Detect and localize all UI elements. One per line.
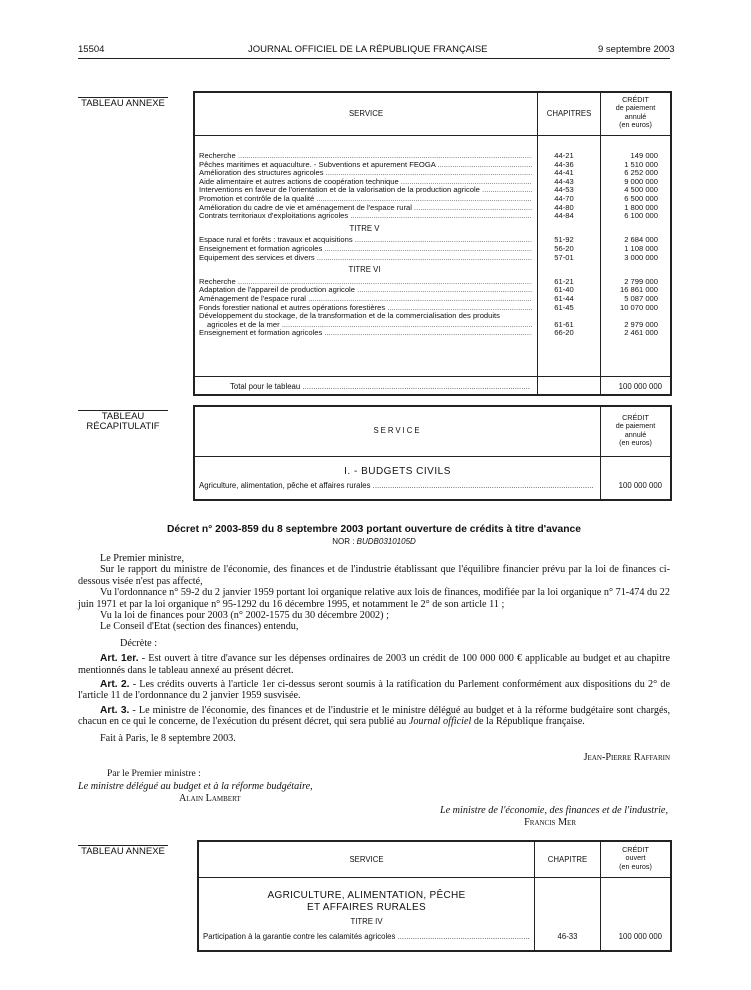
- table2-section: I. - BUDGETS CIVILS: [344, 466, 451, 477]
- decree-nor: NOR : BUDB0310105D: [332, 537, 416, 546]
- table-row: Pêches maritimes et aquaculture. - Subventions et apurement FEOGA ..... 44-36 1 510 000: [197, 161, 666, 170]
- table-row: Fonds forestier national et autres opérations forestières ..... 61-45 10 070 000: [197, 304, 666, 313]
- table1-rows: [197, 152, 666, 338]
- signatory-prime-minister: Jean-Pierre Raffarin: [583, 752, 670, 763]
- minister-economy-title: Le ministre de l'économie, des finances et de l'industrie,: [439, 805, 668, 816]
- article-3-label: Art. 3.: [100, 704, 130, 716]
- table-row: Aménagement de l'espace rural ..... 61-44 5 087 000: [197, 295, 666, 304]
- issue-date: 9 septembre 2003: [598, 44, 675, 55]
- table1-col-chapitres: CHAPITRES: [546, 109, 592, 118]
- table-row: Enseignement et formation agricoles ..... 56-20 1 108 000: [197, 245, 666, 254]
- table-row: Recherche ..... 61-21 2 799 000: [197, 278, 666, 287]
- table2-col-credit: CRÉDIT de paiement annulé (en euros): [615, 413, 656, 447]
- page-number: 15504: [78, 44, 105, 55]
- table3-row-chapitre: 46-33: [557, 932, 578, 941]
- table-row: Amélioration des structures agricoles ..... 44-41 6 252 000: [197, 169, 666, 178]
- par-le-premier-ministre: Par le Premier ministre :: [107, 768, 201, 779]
- table-row: Interventions en faveur de l'orientation et de la valorisation de la production agricole ..... 44-53 4 500 000: [197, 186, 666, 195]
- table2-side-label: TABLEAU RÉCAPITULATIF: [78, 410, 168, 432]
- decree-body: Le Premier ministre, Sur le rapport du ministre de l'économie, des finances et de l'industrie établissant que l'équilibre financier prévu par la loi de finances ci-dessous visée n'est pas affecté, Vu l'ordonnance n° 59-2 du 2 janvier 1959 portant loi organique relative aux lois de finances, modifiée par la loi organique n° 71-474 du 22 juin 1971 et par la loi organique n° 95-1292 du 16 décembre 1995, et notamment le 2° de son article 11 ; Vu la loi de finances pour 2003 (n° 2002-1575 du 30 décembre 2002) ; Le Conseil d'Etat (section des finances) entendu, Décrète : Art. 1er. - Est ouvert à titre d'avance sur les dépenses ordinaires de 2003 un crédit de 100 000 000 € applicable au budget et au chapitre mentionnés dans le tableau annexé au présent décret. Art. 2. - Les crédits ouverts à l'article 1er ci-dessus seront soumis à la ratification du Parlement conformément aux dispositions du 2° de l'article 11 de l'ordonnance du 2 janvier 1959 susvisée. Art. 3. - Le ministre de l'économie, des finances et de l'industrie et le ministre délégué au budget et à la réforme budgétaire sont chargés, chacun en ce qui le concerne, de l'exécution du présent décret, qui sera publié au Journal officiel de la République française. Fait à Paris, le 8 septembre 2003.: [78, 553, 671, 744]
- table1-side-label: TABLEAU ANNEXE: [78, 97, 168, 109]
- table1-col-credit: CRÉDIT de paiement annulé (en euros): [615, 95, 656, 129]
- table-row: Recherche ..... 44-21 149 000: [197, 152, 666, 161]
- table-row: Contrats territoriaux d'exploitations agricoles ..... 44-84 6 100 000: [197, 212, 666, 221]
- journal-title: JOURNAL OFFICIEL DE LA RÉPUBLIQUE FRANÇAISE: [248, 44, 488, 55]
- table3-section: AGRICULTURE, ALIMENTATION, PÊCHE ET AFFAIRES RURALES: [267, 890, 466, 913]
- decree-title: Décret n° 2003-859 du 8 septembre 2003 portant ouverture de crédits à titre d'avance: [166, 524, 582, 535]
- table-row: Aide alimentaire et autres actions de coopération technique ..... 44-43 9 000 000: [197, 178, 666, 187]
- table3-row: Participation à la garantie contre les calamités agricoles .....: [203, 932, 529, 941]
- minister-budget-title: Le ministre délégué au budget et à la réforme budgétaire,: [78, 781, 313, 792]
- table3-row-amount: 100 000 000: [618, 932, 662, 941]
- table-row: agricoles et de la mer ..... 61-61 2 979 000: [197, 321, 666, 330]
- table2-row: Agriculture, alimentation, pêche et affaires rurales .....: [199, 481, 594, 490]
- table-row: Développement du stockage, de la transformation et de la commercialisation des produits: [199, 311, 500, 321]
- table-row: Equipement des services et divers ..... 57-01 3 000 000: [197, 254, 666, 263]
- minister-economy-name: Francis Mer: [524, 817, 576, 828]
- table1-total-label: Total pour le tableau .....: [230, 382, 530, 391]
- table3-col-chapitre: CHAPITRE: [547, 855, 588, 864]
- section-heading: TITRE VI: [348, 265, 381, 275]
- table-row: Adaptation de l'appareil de production agricole ..... 61-40 16 861 000: [197, 286, 666, 295]
- table1-col-service: SERVICE: [348, 109, 384, 118]
- table-row: Espace rural et forêts : travaux et acquisitions ..... 51-92 2 684 000: [197, 236, 666, 245]
- table2-row-amount: 100 000 000: [618, 481, 662, 490]
- table3-side-label: TABLEAU ANNEXE: [78, 845, 168, 857]
- table3-titre: TITRE IV: [350, 917, 383, 926]
- section-heading: TITRE V: [349, 223, 380, 233]
- header-rule: [78, 58, 670, 59]
- table3-col-service: SERVICE: [349, 855, 384, 864]
- minister-budget-name: Alain Lambert: [179, 793, 241, 804]
- article-2-label: Art. 2.: [100, 679, 130, 691]
- table2-col-service: SERVICE: [373, 426, 422, 435]
- table-row: Enseignement et formation agricoles ..... 66-20 2 461 000: [197, 329, 666, 338]
- table1-total-amount: 100 000 000: [618, 382, 662, 391]
- table-row: Amélioration du cadre de vie et aménagement de l'espace rural ..... 44-80 1 800 000: [197, 204, 666, 213]
- article-1-label: Art. 1er.: [100, 653, 139, 665]
- table3-col-credit: CRÉDIT ouvert (en euros): [619, 845, 652, 871]
- table-row: Promotion et contrôle de la qualité ..... 44-70 6 500 000: [197, 195, 666, 204]
